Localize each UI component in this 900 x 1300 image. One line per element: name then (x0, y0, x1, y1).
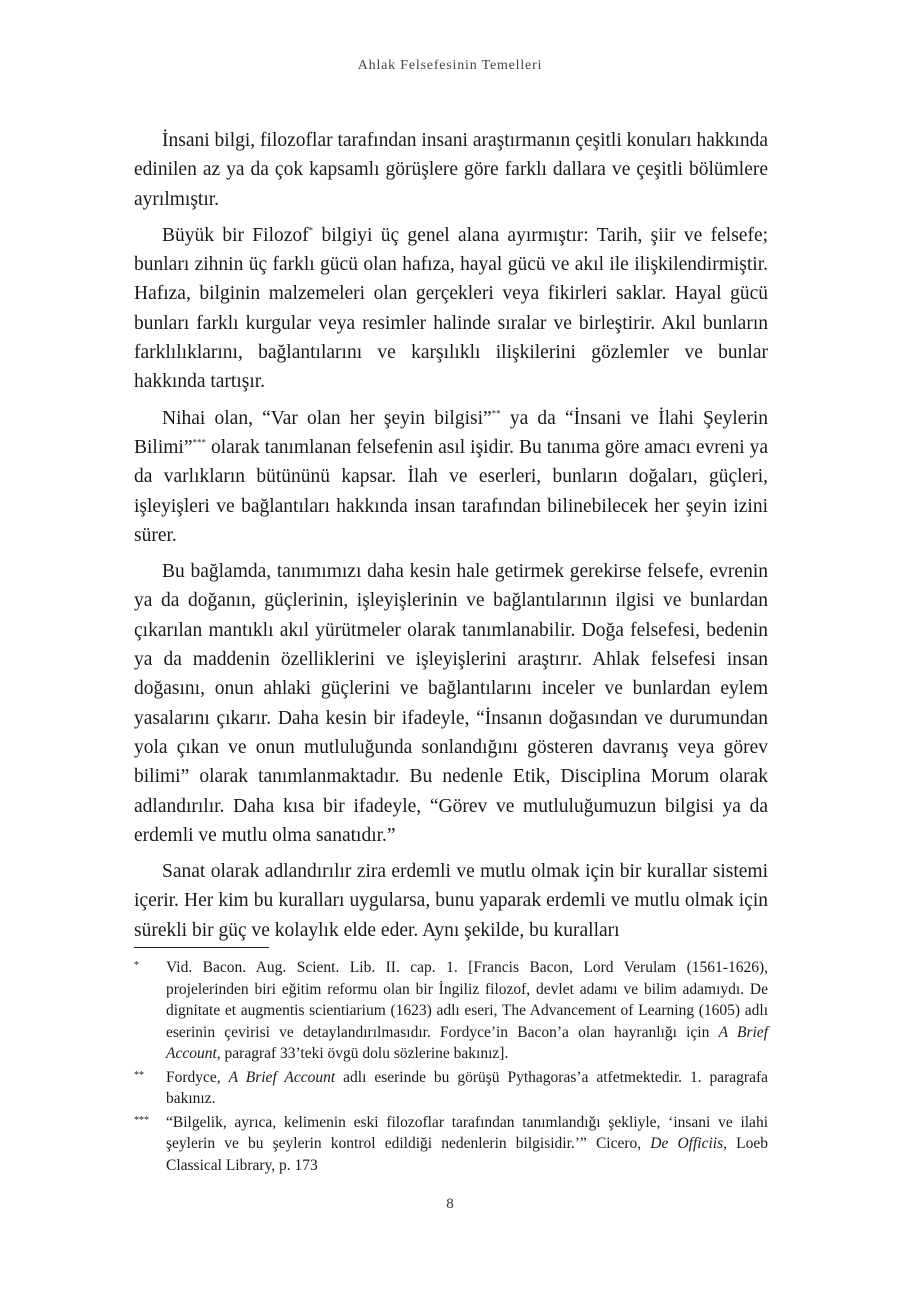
footnote-text-part: “Bilgelik, ayrıca, kelimenin eski filozoflar tarafından tanımlandığı şekliyle, ‘insani ve ilahi şeylerin ve bu şeylerin kontrol edildiği nedenlerin bilgisidir.’” Cicero, (166, 1113, 768, 1152)
paragraph-3 (134, 404, 768, 550)
footnote-text (166, 957, 768, 1065)
page-number: 8 (446, 1196, 454, 1212)
footnote-3 (134, 1112, 768, 1177)
footnote-text-part: , paragraf 33’teki övgü dolu sözlerine bakınız]. (216, 1045, 509, 1062)
footnote-text (166, 1112, 768, 1177)
footnote-ref-2: ** (491, 408, 501, 419)
paragraph-1: İnsani bilgi, filozoflar tarafından insani araştırmanın çeşitli konuları hakkında edinilen az ya da çok kapsamlı görüşlere göre farklı dallara ve çeşitli bölümlere ayrılmıştır. (134, 130, 768, 210)
paragraph-3-rest: olarak tanımlanan felsefenin asıl işidir. Bu tanıma göre amacı evreni ya da varlıkların bütününü kapsar. İlah ve eserleri, bunların doğaları, güçleri, işleyişleri ve bağlantıları hakkında insan tarafından bilinebilecek her şeyin izini sürer. (134, 436, 768, 546)
paragraph-4: Bu bağlamda, tanımımızı daha kesin hale getirmek gerekirse felsefe, evrenin ya da doğanın, güçlerinin, işleyişlerinin ve bağlantılarının ilgisi ve bunlardan çıkarılan mantıklı akıl yürütmeler olarak tanımlanabilir. Doğa felsefesi, bedenin ya da maddenin özelliklerini ve işleyişlerini araştırır. Ahlak felsefesi insan doğasını, onun ahlaki güçlerini ve bağlantılarını inceler ve bunlardan eylem yasalarını çıkarır. Daha kesin bir ifadeyle, “İnsanın doğasından ve durumundan yola çıkan ve onun mutluluğunda sonlandığını gösteren davranış veya görev bilimi” olarak tanımlanmaktadır. Bu nedenle Etik, Disciplina Morum olarak adlandırılır. Daha kısa bir ifadeyle, “Görev ve mutluluğumuzun bilgisi ya da erdemli ve mutlu olma sanatıdır.” (134, 561, 768, 846)
paragraph-2-rest: bilgiyi üç genel alana ayırmıştır: Tarih, şiir ve felsefe; bunları zihnin üç farklı gücü olan hafıza, hayal gücü ve akıl ile ilişkilendirmiştir. Hafıza, bilginin malzemeleri olan gerçekleri veya fikirleri saklar. Hayal gücü bunları farklı kurgular veya resimler halinde sıralar ve birleştirir. Akıl bunların farklılıklarını, bağlantılarını ve karşılıklı ilişkilerini gözlemler ve bunlar hakkında tartışır. (134, 224, 769, 393)
footnote-ref-3: *** (192, 437, 206, 448)
footnote-2 (134, 1067, 768, 1110)
footnote-text-part: Vid. Bacon. Aug. Scient. Lib. II. cap. 1. [Francis Bacon, Lord Verulam (1561-1626), projelerinden biri eğitim reformu olan bir İngiliz filozof, devlet adamı ve bilim adamıydı. De dignitate et augmentis scientiarium (1623) adlı eseri, The Advancement of Learning (1605) adlı eserinin çevirisi ve detaylandırılmasıdır. Fordyce’in Bacon’a olan hayranlığı için (166, 959, 768, 1041)
paragraph-3-mid: ya da “İnsani ve İlahi Şeylerin Bilimi” (134, 407, 769, 458)
footnote-text (166, 1067, 768, 1110)
footnotes (134, 957, 768, 1178)
footnote-mark: * (134, 960, 139, 971)
footnote-mark: ** (134, 1069, 144, 1081)
footnote-italic-title: A Brief Account (228, 1068, 336, 1086)
paragraph-3-lead: Nihai olan, “Var olan her şeyin bilgisi” (162, 407, 492, 429)
footnote-italic-title: De Officiis (650, 1135, 724, 1152)
running-header: Ahlak Felsefesinin Temelleri (357, 58, 543, 73)
body-text (134, 126, 768, 952)
footnote-text-part: Fordyce, (166, 1068, 221, 1086)
paragraph-5: Sanat olarak adlandırılır zira erdemli ve mutlu olmak için bir kurallar sistemi içerir. Her kim bu kuralları uygularsa, bunu yaparak erdemli ve mutlu olmak için sürekli bir güç ve kolaylık elde eder. Aynı şekilde, bu kuralları (134, 861, 768, 941)
paragraph-2 (134, 221, 768, 397)
paragraph-2-lead: Büyük bir Filozof (162, 224, 309, 246)
footnote-divider (134, 947, 269, 948)
footnote-italic-title: A Brief Account (166, 1023, 768, 1062)
footnote-text-part: , Loeb Classical Library, p. 173 (166, 1135, 769, 1174)
footnote-1 (134, 957, 768, 1065)
footnote-ref-1: * (308, 225, 314, 236)
footnote-mark: *** (134, 1114, 149, 1126)
footnote-text-part: adlı eserinde bu görüşü Pythagoras’a atfetmektedir. 1. paragrafa bakınız. (166, 1068, 769, 1107)
